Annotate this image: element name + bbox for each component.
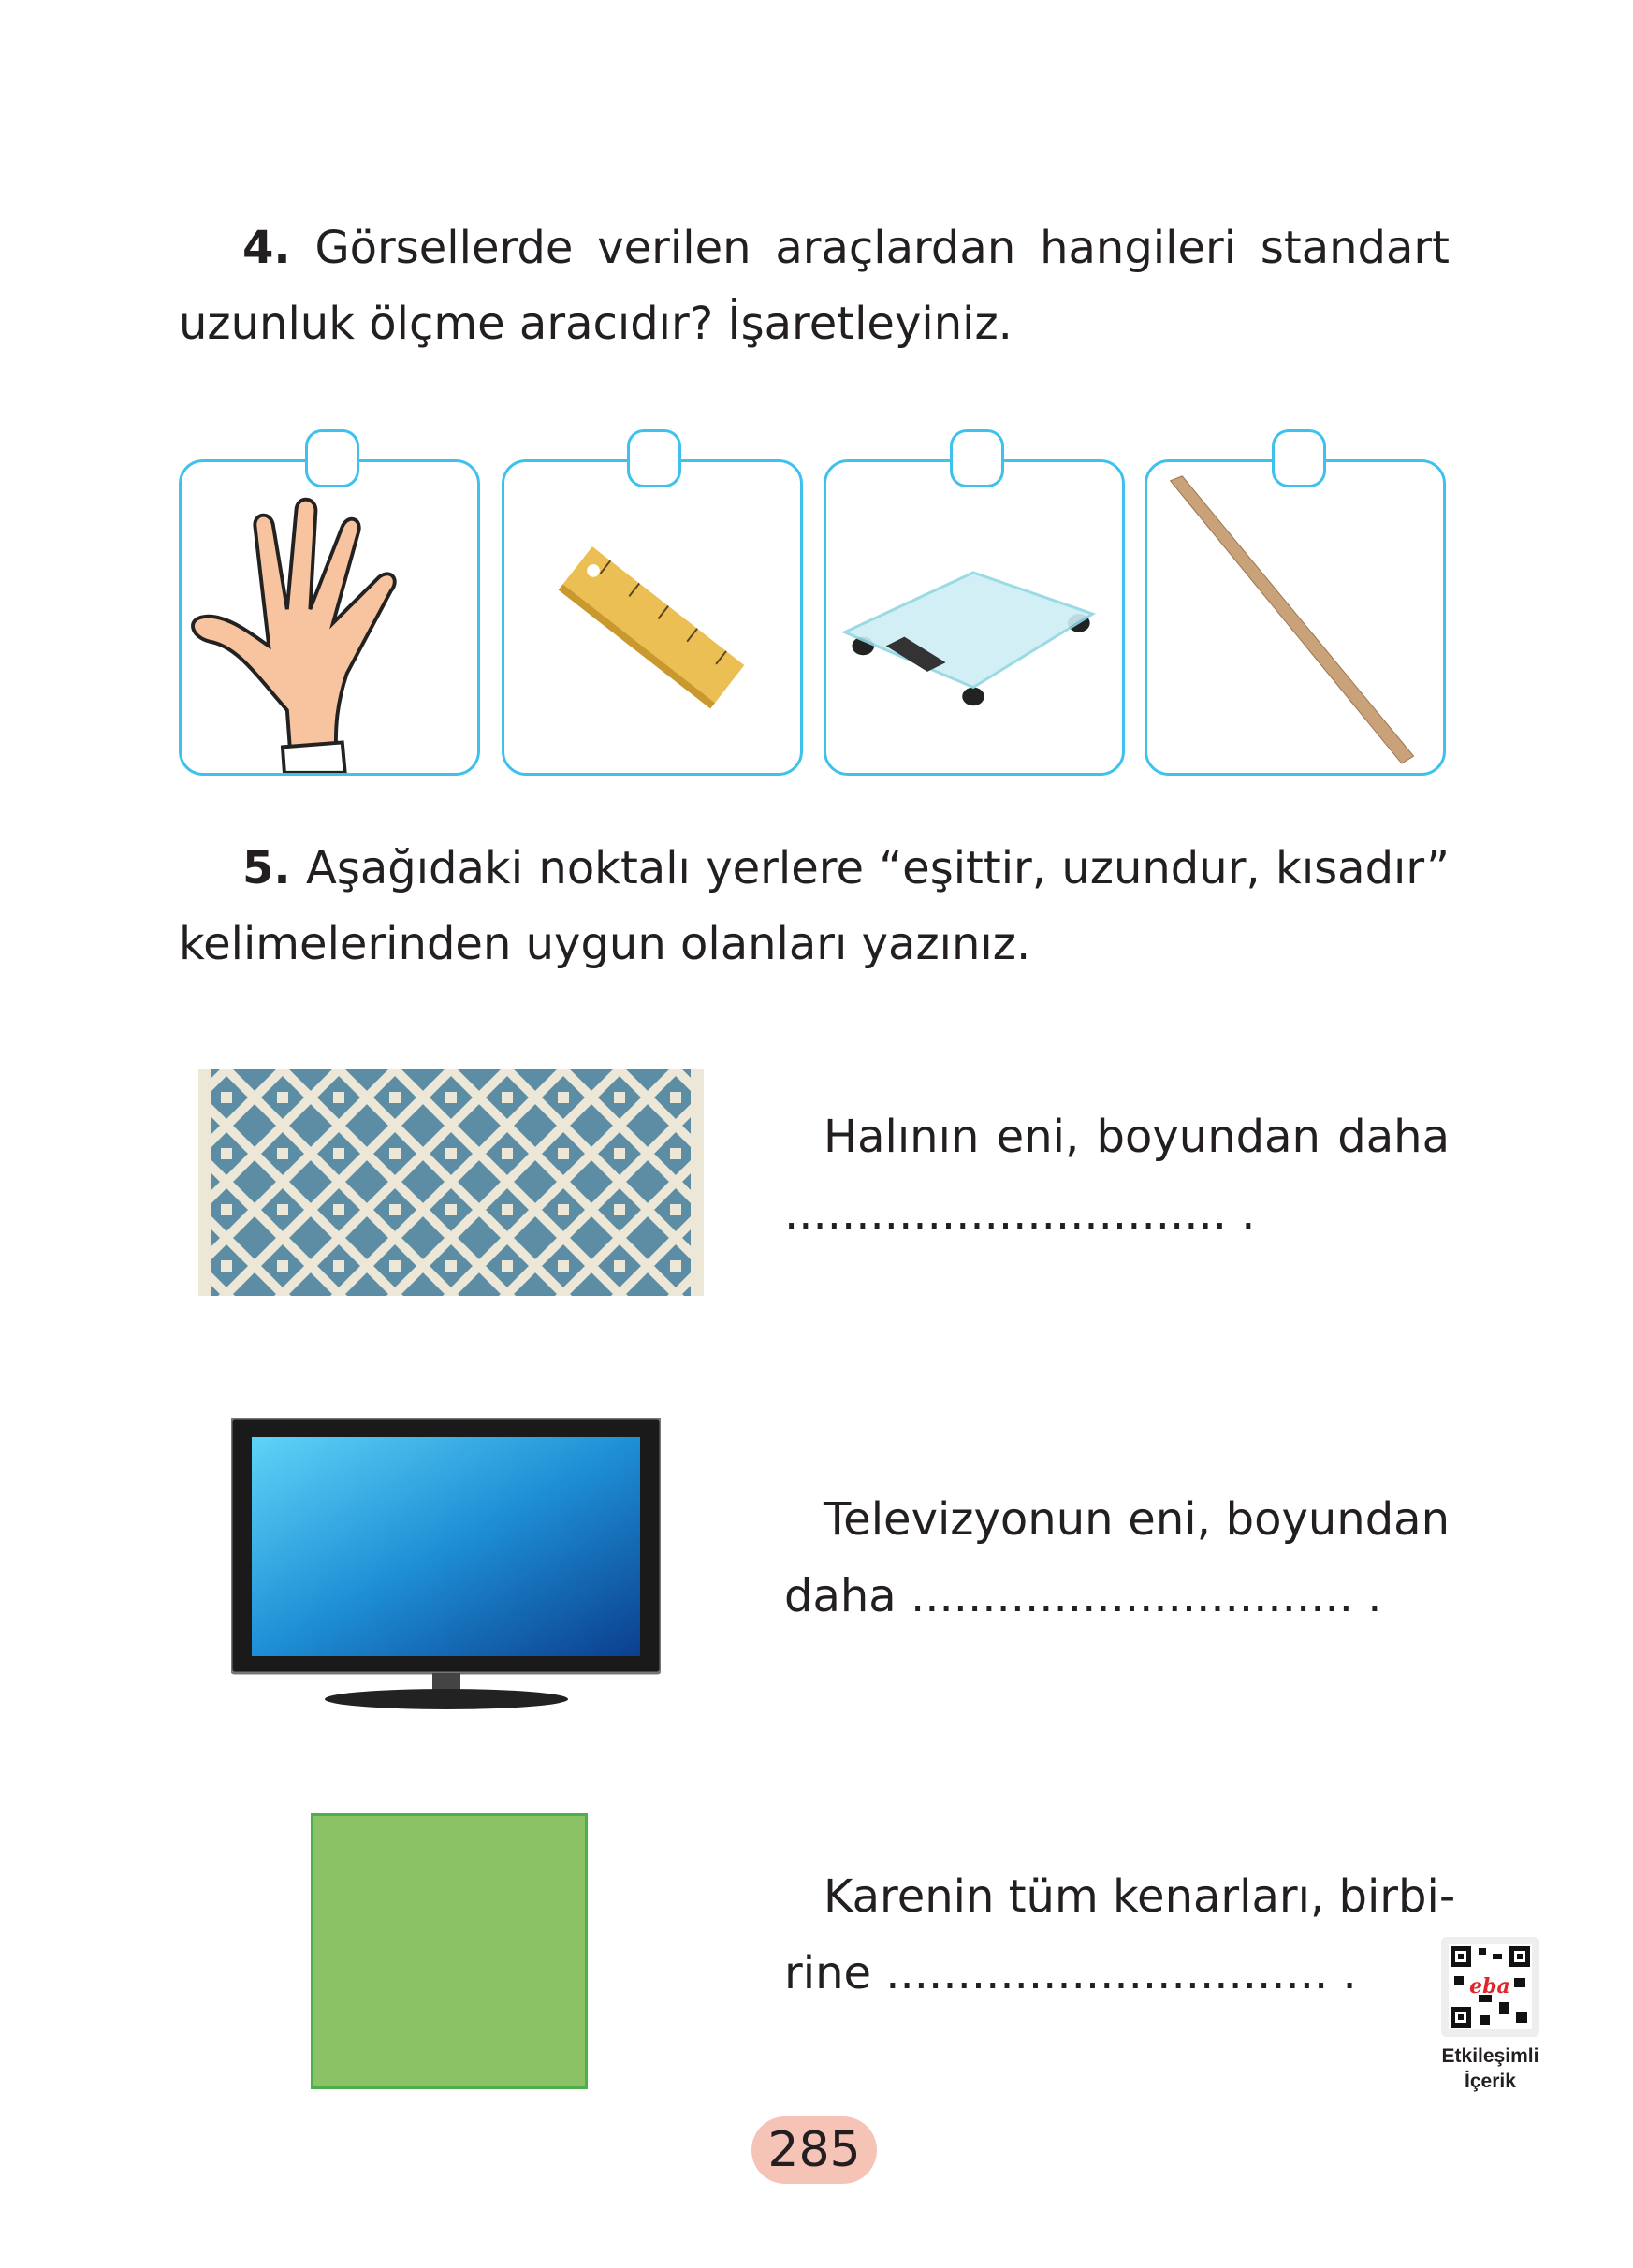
page-number: 285 — [751, 2116, 877, 2184]
interactive-content-label[interactable]: Etkileşimli İçerik — [1441, 2045, 1539, 2092]
question-number: 5. — [242, 842, 291, 894]
question-5-line-2: kelimelerinden uygun olanları yazınız. — [179, 918, 1031, 970]
option-card-scale — [824, 459, 1125, 776]
question-5-line-1: 5. Aşağıdaki noktalı yerlere “eşittir, uzundur, kısadır” — [242, 842, 1451, 894]
meter-stick-icon — [1147, 462, 1443, 773]
hand-icon — [182, 462, 477, 773]
answer-blank-rug[interactable]: ............................... . — [784, 1187, 1256, 1240]
television-icon — [231, 1418, 661, 1712]
question-4-line-2: uzunluk ölçme aracıdır? İşaretleyiniz. — [179, 298, 1013, 350]
option-card-ruler — [502, 459, 803, 776]
eba-logo: eba — [1469, 1974, 1510, 1999]
option-card-meter-stick — [1145, 459, 1446, 776]
question-5 — [179, 831, 1450, 982]
answer-blank-television[interactable]: daha ............................... . — [784, 1570, 1382, 1622]
answer-blank-square[interactable]: rine ............................... . — [784, 1947, 1357, 1999]
checkbox-scale[interactable] — [950, 429, 1004, 487]
checkbox-meter-stick[interactable] — [1272, 429, 1326, 487]
answer-square: Karenin tüm kenarları, birbi- rine ............................... . — [784, 1858, 1450, 2012]
ruler-icon — [504, 462, 800, 773]
answer-television: Televizyonun eni, boyundan daha ............................... . — [784, 1481, 1450, 1635]
bathroom-scale-icon — [826, 462, 1122, 773]
qr-code-icon[interactable] — [1441, 1937, 1539, 2037]
checkbox-hand[interactable] — [305, 429, 359, 487]
green-square-icon — [311, 1813, 588, 2089]
question-number: 4. — [242, 222, 291, 274]
question-4-line-1: 4. Görsellerde verilen araçlardan hangileri standart — [242, 222, 1450, 274]
rug-icon — [198, 1069, 704, 1296]
answer-rug: Halının eni, boyundan daha ............................... . — [784, 1098, 1450, 1252]
checkbox-ruler[interactable] — [627, 429, 681, 487]
question-4 — [179, 211, 1450, 362]
option-card-hand — [179, 459, 480, 776]
